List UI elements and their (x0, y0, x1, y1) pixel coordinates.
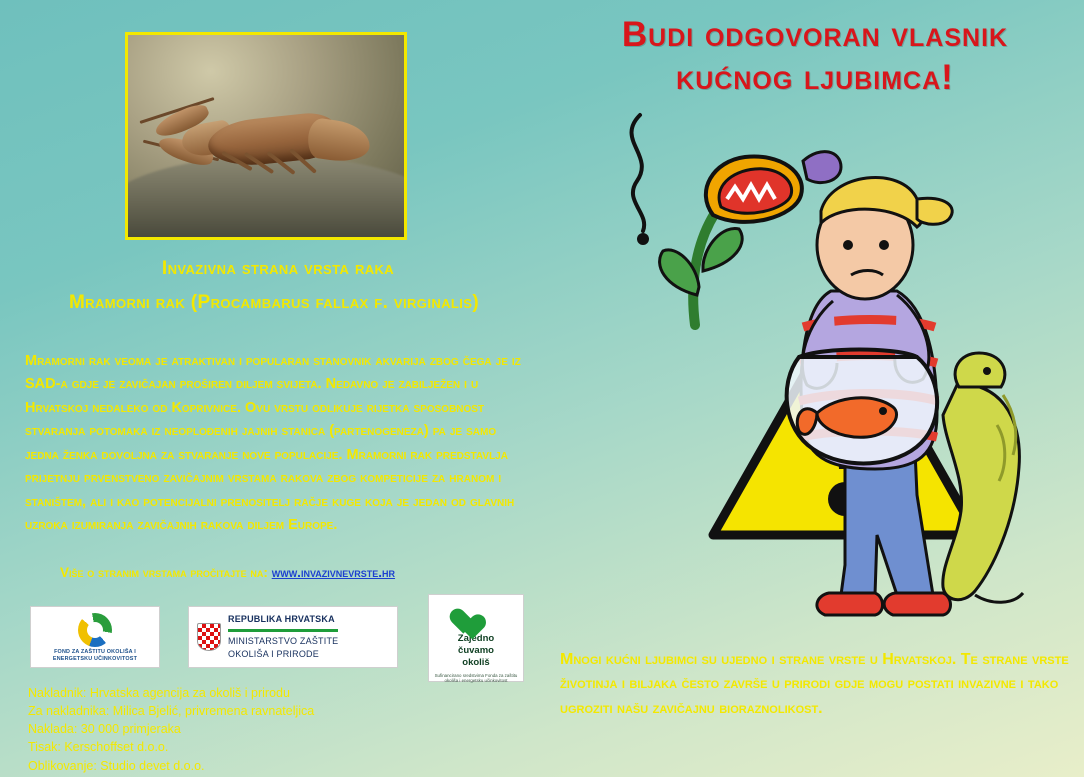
fish-bowl-icon (787, 350, 937, 464)
headline-line2: kućnog ljubimca! (676, 57, 954, 97)
logo-ministry-text (228, 613, 338, 661)
logo-ministry (188, 606, 398, 668)
zajedno-line1: Zajedno (457, 633, 495, 644)
invazivnevrste-link[interactable]: www.invazivnevrste.hr (271, 565, 396, 580)
carnivorous-plant-icon (632, 115, 841, 325)
crayfish-illustration (148, 87, 388, 207)
more-info-label: Više o stranim vrstama pročitajte na: (60, 565, 268, 580)
imprint-line: Oblikovanje: Studio devet d.o.o. (28, 758, 205, 773)
imprint-line: Naklada: 30 000 primjeraka (28, 722, 181, 737)
zajedno-line3: okoliš (462, 656, 490, 668)
zajedno-subtext: Sufinancirano sredstvima Fonda za zaštitu okoliša i energetsku učinkovitost (434, 672, 518, 684)
logo-zajedno-cuvamo-okolis (428, 594, 524, 682)
right-panel (545, 0, 1084, 777)
headline-line1: Budi odgovoran vlasnik (621, 15, 1009, 54)
cartoon-illustration (545, 95, 1084, 655)
zajedno-line2: čuvamo (458, 644, 494, 656)
crayfish-tail (306, 117, 373, 165)
ministry-line2: MINISTARSTVO ZAŠTITE (228, 635, 339, 646)
imprint-block (28, 684, 448, 775)
more-info (60, 565, 530, 580)
imprint-line: Tisak: Kerschoffset d.o.o. (28, 740, 169, 755)
headline (555, 14, 1075, 99)
imprint-line: Nakladnik: Hrvatska agencija za okoliš i prirodu (28, 686, 290, 700)
logo-fond (30, 606, 160, 668)
crayfish-photo (125, 32, 407, 240)
croatia-coat-of-arms-icon (197, 623, 221, 651)
ministry-line1: REPUBLIKA HRVATSKA (228, 613, 335, 624)
species-subtitle-line2: Mramorni rak (Procambarus fallax f. virginalis) (68, 292, 480, 313)
logo-fond-text: FOND ZA ZAŠTITU OKOLIŠA I ENERGETSKU UČINKOVITOST (52, 649, 138, 662)
ministry-divider (228, 629, 338, 632)
species-subtitle-line1: Invazivna strana vrsta raka (161, 258, 395, 279)
logo-row (28, 602, 528, 682)
lizard-icon (943, 353, 1023, 602)
bottom-message: Mnogi kućni ljubimci su ujedno i strane vrste u Hrvatskoj. Te strane vrste životinja i biljaka često završe u prirodi gdje mogu postati invazivne i tako ugroziti našu zavičajnu bioraznolikost. (560, 651, 1069, 717)
fond-mark-icon (78, 613, 112, 647)
ministry-line3: OKOLIŠA I PRIRODE (228, 649, 319, 660)
heart-icon (461, 602, 491, 630)
imprint-line: Za nakladnika: Milica Bjelić, privremena ravnateljica (28, 704, 315, 719)
species-description: Mramorni rak veoma je atraktivan i popularan stanovnik akvarija zbog čega je iz SAD-a gdje je zavičajan proširen diljem svijeta. Nedavno je zabilježen i u Hrvatskoj nedaleko od Koprivnice. Ovu vrstu odlikuje rijetka sposobnost stvaranja potomaka iz neoplođenih jajnih stanica (partenogeneza) pa je samo jedna ženka dovoljna za stvaranje nove populacije. Mramorni rak predstavlja prijetnju prvenstveno zavičajnim vrstama rakova zbog kompeticije za hranom i staništem, ali i kao potencijalni prenositelj račje kuge koja je jedan od glavnih uzroka izumiranja zavičajnih rakova diljem Europe. (25, 353, 521, 534)
